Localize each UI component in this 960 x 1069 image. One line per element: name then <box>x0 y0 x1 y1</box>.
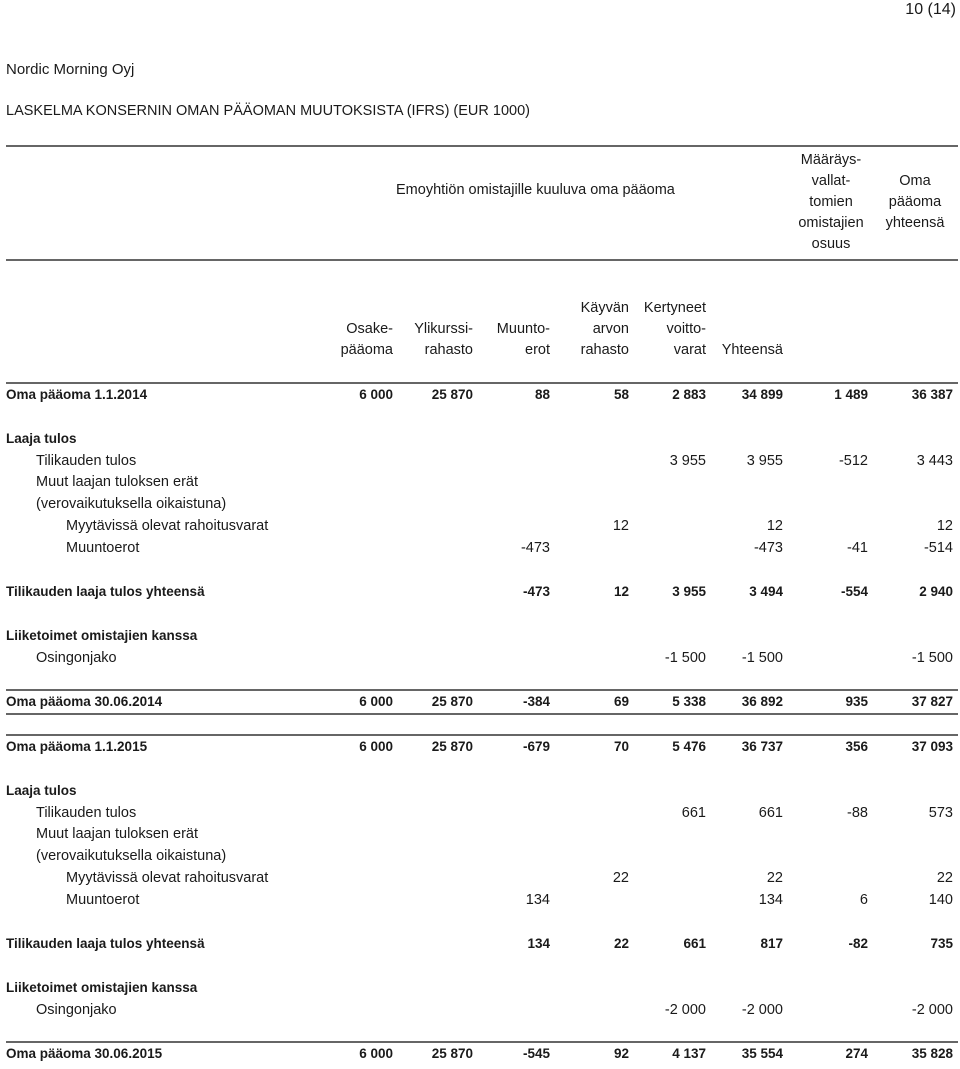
cell-value: 92 <box>613 1046 629 1061</box>
cell-value: -2 000 <box>664 1002 706 1018</box>
cell-value: 661 <box>681 805 706 821</box>
cell-value: 661 <box>758 805 783 821</box>
header-top-rule <box>6 145 958 147</box>
table-row <box>0 780 960 802</box>
row-label: (verovaikutuksella oikaistuna) <box>36 496 227 512</box>
cell-value: -512 <box>838 453 868 469</box>
cell-value: 2 883 <box>672 387 706 402</box>
cell-value: -554 <box>840 584 868 599</box>
row-label: Muut laajan tuloksen erät <box>36 826 199 842</box>
cell-value: 573 <box>928 805 953 821</box>
column-header <box>414 319 473 361</box>
row-label: (verovaikutuksella oikaistuna) <box>36 848 227 864</box>
cell-value: 12 <box>613 584 629 599</box>
cell-value: 88 <box>534 387 550 402</box>
total-header-line: yhteensä <box>885 215 945 231</box>
column-header-line: Kertyneet <box>643 300 706 316</box>
cell-value: -473 <box>522 584 550 599</box>
report-title: LASKELMA KONSERNIN OMAN PÄÄOMAN MUUTOKSISTA (IFRS) (EUR 1000) <box>6 103 530 119</box>
cell-value: -679 <box>522 739 550 754</box>
minority-interest-header <box>786 150 876 255</box>
cell-value: 37 827 <box>911 694 953 709</box>
column-header-line: erot <box>525 342 550 358</box>
cell-value: -1 500 <box>741 650 783 666</box>
column-header-line: rahasto <box>580 342 629 358</box>
table-row <box>0 581 960 603</box>
company-name: Nordic Morning Oyj <box>6 61 135 78</box>
cell-value: 735 <box>930 936 953 951</box>
cell-value: 3 494 <box>749 584 783 599</box>
cell-value: -2 000 <box>911 1002 953 1018</box>
row-label: Muuntoerot <box>66 892 140 908</box>
cell-value: 35 828 <box>911 1046 953 1061</box>
cell-value: 36 892 <box>741 694 783 709</box>
cell-value: 356 <box>845 739 868 754</box>
parent-equity-group-header: Emoyhtiön omistajille kuuluva oma pääoma <box>396 182 675 198</box>
table-row <box>0 933 960 955</box>
column-header-line: pääoma <box>340 342 393 358</box>
cell-value: 12 <box>612 518 629 534</box>
cell-value: 22 <box>612 870 629 886</box>
cell-value: 6 000 <box>359 387 393 402</box>
minority-header-line: omistajien <box>798 215 864 231</box>
table-row <box>0 802 960 824</box>
cell-value: 12 <box>766 518 783 534</box>
cell-value: 25 870 <box>431 739 473 754</box>
cell-value: 6 000 <box>359 694 393 709</box>
row-label: Tilikauden laaja tulos yhteensä <box>6 584 205 599</box>
table-row <box>0 625 960 647</box>
minority-header-line: vallat- <box>811 173 851 189</box>
table-row <box>0 493 960 515</box>
cell-value: 25 870 <box>431 1046 473 1061</box>
table-row <box>0 845 960 867</box>
cell-value: 5 476 <box>672 739 706 754</box>
page-number: 10 (14) <box>905 1 956 18</box>
row-label: Laaja tulos <box>6 783 77 798</box>
cell-value: -2 000 <box>741 1002 783 1018</box>
total-header-line: Oma <box>899 173 931 189</box>
column-header-line: Ylikurssi- <box>414 321 473 337</box>
minority-header-line: tomien <box>809 194 853 210</box>
cell-value: 36 387 <box>911 387 953 402</box>
row-label: Tilikauden tulos <box>36 453 137 469</box>
column-header-line: varat <box>673 342 706 358</box>
column-header-line: voitto- <box>666 321 706 337</box>
cell-value: -545 <box>522 1046 550 1061</box>
row-label: Muut laajan tuloksen erät <box>36 474 199 490</box>
cell-value: 2 940 <box>919 584 953 599</box>
cell-value: -473 <box>753 540 783 556</box>
cell-value: 3 955 <box>746 453 783 469</box>
cell-value: 25 870 <box>431 694 473 709</box>
table-row <box>0 428 960 450</box>
cell-value: 22 <box>936 870 953 886</box>
cell-value: 6 <box>859 892 868 908</box>
column-header-line: rahasto <box>424 342 473 358</box>
cell-value: -41 <box>847 540 868 556</box>
cell-value: 36 737 <box>741 739 783 754</box>
row-label: Myytävissä olevat rahoitusvarat <box>66 518 269 534</box>
table-row <box>0 537 960 559</box>
row-label: Liiketoimet omistajien kanssa <box>6 628 198 643</box>
row-label: Liiketoimet omistajien kanssa <box>6 980 198 995</box>
table-row <box>0 999 960 1021</box>
cell-value: 134 <box>758 892 783 908</box>
cell-value: -1 500 <box>664 650 706 666</box>
row-label: Osingonjako <box>36 1002 117 1018</box>
cell-value: 3 955 <box>672 584 706 599</box>
row-label: Oma pääoma 30.06.2015 <box>6 1046 163 1061</box>
table-row <box>0 889 960 911</box>
minority-header-line: Määräys- <box>800 152 862 168</box>
cell-value: 25 870 <box>431 387 473 402</box>
table-row <box>0 450 960 472</box>
table-row <box>0 384 960 406</box>
table-row <box>0 515 960 537</box>
cell-value: -82 <box>848 936 868 951</box>
table-row <box>0 647 960 669</box>
row-label: Laaja tulos <box>6 431 77 446</box>
cell-value: -514 <box>923 540 953 556</box>
cell-value: 37 093 <box>911 739 953 754</box>
cell-value: 58 <box>613 387 629 402</box>
cell-value: 12 <box>936 518 953 534</box>
cell-value: 3 955 <box>669 453 706 469</box>
row-label: Myytävissä olevat rahoitusvarat <box>66 870 269 886</box>
cell-value: 6 000 <box>359 739 393 754</box>
table-row <box>0 977 960 999</box>
column-header-line: arvon <box>592 321 629 337</box>
column-header-line: Muunto- <box>496 321 550 337</box>
row-label: Tilikauden tulos <box>36 805 137 821</box>
column-header <box>722 340 783 361</box>
column-header <box>581 298 629 361</box>
cell-value: 134 <box>525 892 550 908</box>
table-row <box>0 1043 960 1065</box>
cell-value: 4 137 <box>672 1046 706 1061</box>
cell-value: -384 <box>522 694 550 709</box>
table-row <box>0 691 960 713</box>
cell-value: 70 <box>613 739 629 754</box>
cell-value: 3 443 <box>916 453 953 469</box>
column-header-line: Käyvän <box>580 300 629 316</box>
cell-value: -473 <box>520 540 550 556</box>
cell-value: 661 <box>683 936 706 951</box>
column-header-line: Yhteensä <box>721 342 783 358</box>
row-label: Tilikauden laaja tulos yhteensä <box>6 936 205 951</box>
row-label: Oma pääoma 1.1.2014 <box>6 387 148 402</box>
table-row <box>0 823 960 845</box>
row-label: Oma pääoma 30.06.2014 <box>6 694 163 709</box>
cell-value: 6 000 <box>359 1046 393 1061</box>
cell-value: 22 <box>613 936 629 951</box>
cell-value: 34 899 <box>741 387 783 402</box>
table-row <box>0 471 960 493</box>
total-equity-header <box>870 171 960 234</box>
cell-value: 69 <box>613 694 629 709</box>
cell-value: -88 <box>847 805 868 821</box>
column-header <box>341 319 393 361</box>
cell-value: 274 <box>845 1046 868 1061</box>
cell-value: 35 554 <box>741 1046 783 1061</box>
cell-value: 935 <box>845 694 868 709</box>
cell-value: 22 <box>766 870 783 886</box>
row-label: Osingonjako <box>36 650 117 666</box>
row-label: Muuntoerot <box>66 540 140 556</box>
minority-header-line: osuus <box>811 236 851 252</box>
cell-value: 140 <box>928 892 953 908</box>
column-header <box>644 298 706 361</box>
cell-value: 817 <box>760 936 783 951</box>
cell-value: -1 500 <box>911 650 953 666</box>
cell-value: 5 338 <box>672 694 706 709</box>
table-row <box>0 867 960 889</box>
table-row <box>0 736 960 758</box>
column-header-line: Osake- <box>346 321 393 337</box>
row-label: Oma pääoma 1.1.2015 <box>6 739 148 754</box>
total-header-line: pääoma <box>888 194 942 210</box>
cell-value: 134 <box>527 936 550 951</box>
header-mid-rule <box>6 259 958 261</box>
column-header <box>497 319 550 361</box>
cell-value: 1 489 <box>834 387 868 402</box>
row-rule <box>6 713 958 715</box>
